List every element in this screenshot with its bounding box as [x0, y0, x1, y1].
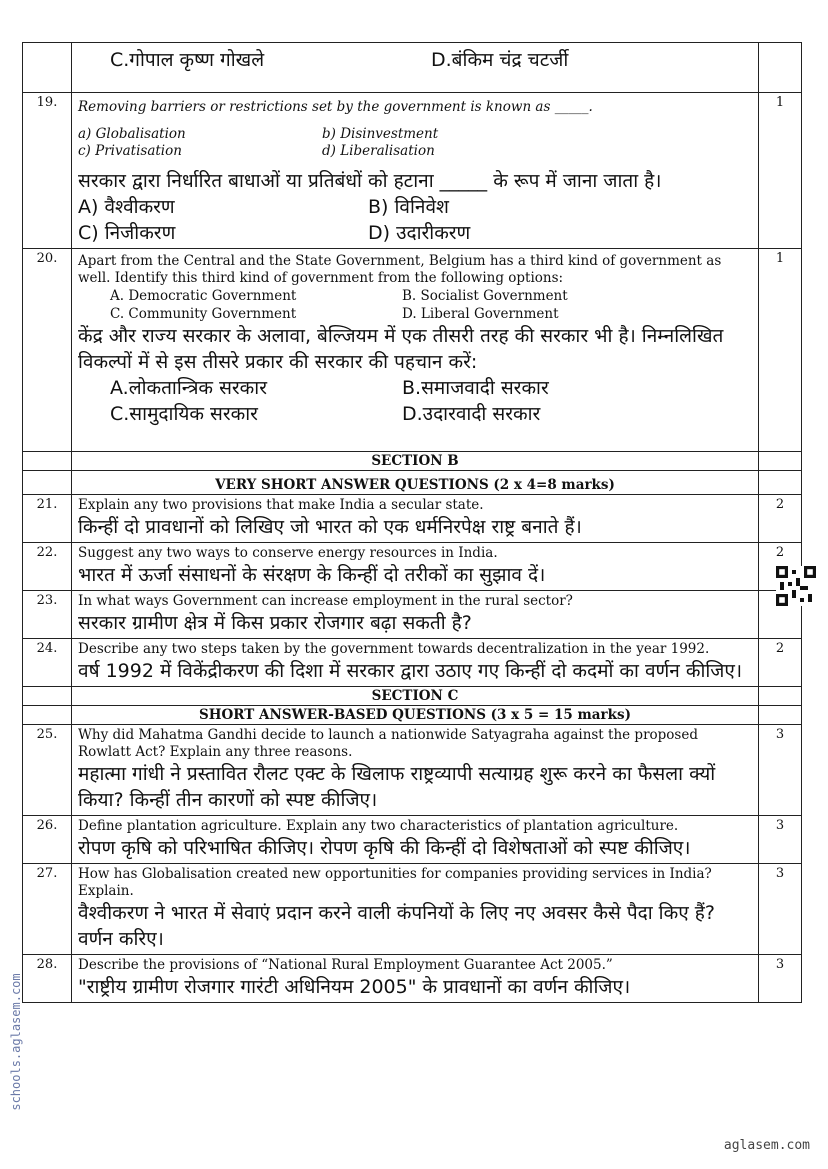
question-text-en: Describe the provisions of “National Rural Employment Guarantee Act 2005.”	[78, 957, 613, 973]
marks: 3	[759, 955, 802, 1003]
option-d: d) Liberalisation	[322, 143, 435, 159]
question-number: 28.	[23, 955, 72, 1003]
option-a-hindi: A) वैश्वीकरण	[78, 196, 175, 218]
question-21	[23, 495, 802, 543]
option-b: b) Disinvestment	[322, 126, 439, 142]
question-text-hi: भारत में ऊर्जा संसाधनों के संरक्षण के किन्हीं दो तरीकों का सुझाव दें।	[78, 564, 546, 586]
question-text-hi: किन्हीं दो प्रावधानों को लिखिए जो भारत को एक धर्मनिरपेक्ष राष्ट्र बनाते हैं।	[78, 516, 582, 538]
question-text-en: Apart from the Central and the State Government, Belgium has a third kind of government as well. Identify this third kind of government from the following options:	[78, 253, 722, 286]
question-number: 24.	[23, 639, 72, 687]
marks: 1	[759, 93, 802, 249]
option-c: C. Community Government	[110, 306, 297, 322]
section-subheader	[23, 471, 802, 495]
option-d: D. Liberal Government	[402, 306, 559, 322]
option-a-hindi: A.लोकतान्त्रिक सरकार	[110, 377, 267, 399]
question-text-hi: सरकार द्वारा निर्धारित बाधाओं या प्रतिबंधों को हटाना _____ के रूप में जाना जाता है।	[78, 170, 662, 192]
question-text-en: In what ways Government can increase employment in the rural sector?	[78, 593, 573, 609]
marks: 1	[759, 249, 802, 452]
question-27	[23, 864, 802, 955]
side-watermark: schools.aglasem.com	[9, 973, 23, 1111]
question-24	[23, 639, 802, 687]
section-title: SECTION B	[72, 452, 759, 471]
section-header	[23, 687, 802, 706]
section-title: SECTION C	[72, 687, 759, 706]
option-a: a) Globalisation	[78, 126, 186, 142]
question-text-hi: सरकार ग्रामीण क्षेत्र में किस प्रकार रोजगार बढ़ा सकती है?	[78, 612, 472, 634]
section-subtitle: VERY SHORT ANSWER QUESTIONS (2 x 4=8 marks)	[72, 471, 759, 495]
question-text-hi: केंद्र और राज्य सरकार के अलावा, बेल्जियम में एक तीसरी तरह की सरकार भी है। निम्नलिखित विकल्पों में से इस तीसरे प्रकार की सरकार की पहचान करें:	[78, 325, 724, 373]
option-b-hindi: B.समाजवादी सरकार	[402, 377, 549, 399]
option-c-hindi: C) निजीकरण	[78, 222, 176, 244]
marks: 2	[759, 495, 802, 543]
question-23	[23, 591, 802, 639]
option-c-hindi: C.सामुदायिक सरकार	[110, 403, 258, 425]
section-subtitle: SHORT ANSWER-BASED QUESTIONS (3 x 5 = 15 marks)	[72, 706, 759, 725]
question-number: 26.	[23, 816, 72, 864]
option-d-hindi: D) उदारीकरण	[368, 222, 471, 244]
option-c-hindi: C.गोपाल कृष्ण गोखले	[110, 49, 265, 71]
question-20	[23, 249, 802, 452]
question-number: 27.	[23, 864, 72, 955]
option-b-hindi: B) विनिवेश	[368, 196, 449, 218]
option-a: A. Democratic Government	[110, 288, 297, 304]
question-number: 23.	[23, 591, 72, 639]
option-b: B. Socialist Government	[402, 288, 568, 304]
marks: 3	[759, 864, 802, 955]
footer-watermark: aglasem.com	[723, 1138, 810, 1153]
question-text-en: Suggest any two ways to conserve energy resources in India.	[78, 545, 498, 561]
question-text-hi: वैश्वीकरण ने भारत में सेवाएं प्रदान करने वाली कंपनियों के लिए नए अवसर कैसे पैदा किए हैं? वर्णन करिए।	[78, 902, 715, 950]
question-number: 21.	[23, 495, 72, 543]
question-28	[23, 955, 802, 1003]
question-text-hi: "राष्ट्रीय ग्रामीण रोजगार गारंटी अधिनियम 2005" के प्रावधानों का वर्णन कीजिए।	[78, 976, 631, 998]
question-26	[23, 816, 802, 864]
marks: 2	[759, 639, 802, 687]
question-table	[22, 42, 802, 1003]
question-19	[23, 93, 802, 249]
option-c: c) Privatisation	[78, 143, 182, 159]
option-d-hindi: D.बंकिम चंद्र चटर्जी	[431, 49, 569, 71]
question-text-hi: महात्मा गांधी ने प्रस्तावित रौलट एक्ट के खिलाफ राष्ट्रव्यापी सत्याग्रह शुरू करने का फैसला क्यों किया? किन्हीं तीन कारणों को स्पष्ट कीजिए।	[78, 763, 716, 811]
question-number: 22.	[23, 543, 72, 591]
question-text-hi: वर्ष 1992 में विकेंद्रीकरण की दिशा में सरकार द्वारा उठाए गए किन्हीं दो कदमों का वर्णन कीजिए।	[78, 660, 743, 682]
question-number: 19.	[23, 93, 72, 249]
question-25	[23, 725, 802, 816]
question-text-en: How has Globalisation created new opportunities for companies providing services in India? Explain.	[78, 866, 712, 899]
section-subheader	[23, 706, 802, 725]
question-text-en: Explain any two provisions that make India a secular state.	[78, 497, 484, 513]
question-text-en: Removing barriers or restrictions set by the government is known as _____.	[78, 99, 593, 115]
marks: 3	[759, 725, 802, 816]
question-text-en: Describe any two steps taken by the government towards decentralization in the year 1992.	[78, 641, 710, 657]
marks: 3	[759, 816, 802, 864]
question-number: 20.	[23, 249, 72, 452]
question-text-en: Why did Mahatma Gandhi decide to launch a nationwide Satyagraha against the proposed Rowlatt Act? Explain any three reasons.	[78, 727, 698, 760]
qr-code-icon	[776, 566, 816, 606]
question-text-hi: रोपण कृषि को परिभाषित कीजिए। रोपण कृषि की किन्हीं दो विशेषताओं को स्पष्ट कीजिए।	[78, 837, 691, 859]
question-number: 25.	[23, 725, 72, 816]
marks: 2	[759, 543, 802, 591]
question-22	[23, 543, 802, 591]
option-d-hindi: D.उदारवादी सरकार	[402, 403, 541, 425]
table-row	[23, 43, 802, 93]
question-text-en: Define plantation agriculture. Explain any two characteristics of plantation agriculture.	[78, 818, 679, 834]
section-header	[23, 452, 802, 471]
